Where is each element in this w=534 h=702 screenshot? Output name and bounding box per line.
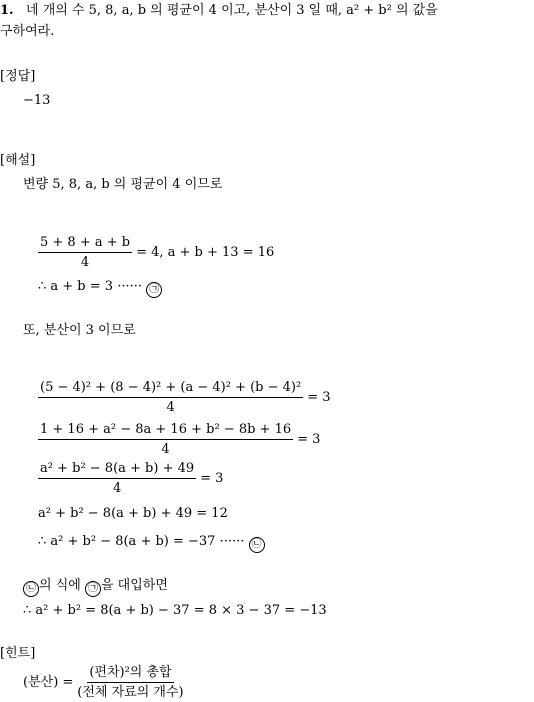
equation-5 — [38, 535, 265, 553]
answer-value: −13 — [23, 93, 51, 108]
substitution-line — [23, 579, 168, 597]
f1-denominator: 4 — [166, 400, 175, 415]
equation-1-text: ∴ a + b = 3 ······ — [38, 279, 142, 294]
circled-label-1-ref: ㉠ — [85, 581, 101, 597]
problem-text-line2: 구하여라. — [0, 24, 55, 39]
solution-intro: 변량 5, 8, a, b 의 평균이 4 이므로 — [23, 177, 223, 192]
f2-rhs: = 3 — [297, 432, 321, 447]
circled-label-1: ㉠ — [146, 282, 162, 298]
variance-fraction-3-body — [38, 462, 196, 495]
mean-denominator: 4 — [80, 255, 90, 270]
equation-1 — [38, 280, 162, 298]
problem-text-line1: 네 개의 수 5, 8, a, b 의 평균이 4 이고, 분산이 3 일 때, a² + b² 의 값을 — [26, 3, 438, 18]
f3-rhs: = 3 — [200, 471, 224, 486]
variance-fraction-2-body — [38, 423, 293, 456]
f1-rhs: = 3 — [307, 390, 331, 405]
f1-numerator: (5 − 4)² + (8 − 4)² + (a − 4)² + (b − 4)² — [38, 381, 303, 398]
mean-equation — [38, 236, 274, 269]
solution-intro-2: 또, 분산이 3 이므로 — [23, 323, 136, 338]
f3-denominator: 4 — [112, 481, 122, 496]
variance-fraction-2 — [38, 423, 320, 456]
variance-fraction-1 — [38, 381, 331, 414]
solution-header: [해설] — [0, 153, 36, 168]
answer-header: [정답] — [0, 69, 36, 84]
substitution-text-1: 의 식에 — [39, 578, 81, 593]
mean-fraction — [38, 236, 132, 269]
equation-4: a² + b² − 8(a + b) + 49 = 12 — [38, 506, 228, 521]
variance-fraction-3 — [38, 462, 223, 495]
f2-numerator: 1 + 16 + a² − 8a + 16 + b² − 8b + 16 — [38, 423, 293, 440]
mean-numerator: 5 + 8 + a + b — [38, 236, 132, 253]
final-equation: ∴ a² + b² = 8(a + b) − 37 = 8 × 3 − 37 = −13 — [23, 603, 327, 618]
circled-label-2-ref: ㉡ — [23, 581, 39, 597]
hint-formula — [23, 666, 184, 699]
hint-lhs: (분산) = — [23, 675, 74, 690]
f3-numerator: a² + b² − 8(a + b) + 49 — [38, 462, 196, 479]
hint-fraction — [77, 666, 183, 699]
mean-rhs: = 4, a + b + 13 = 16 — [136, 245, 275, 260]
hint-numerator: (편차)²의 총합 — [87, 666, 173, 683]
hint-header: [힌트] — [0, 646, 36, 661]
f2-denominator: 4 — [161, 442, 170, 457]
substitution-text-2: 을 대입하면 — [100, 578, 168, 593]
variance-fraction-1-body — [38, 381, 303, 414]
equation-5-text: ∴ a² + b² − 8(a + b) = −37 ······ — [38, 534, 245, 549]
circled-label-2: ㉡ — [249, 537, 265, 553]
hint-denominator: (전체 자료의 개수) — [77, 685, 184, 700]
problem-number: 1. — [0, 3, 14, 18]
